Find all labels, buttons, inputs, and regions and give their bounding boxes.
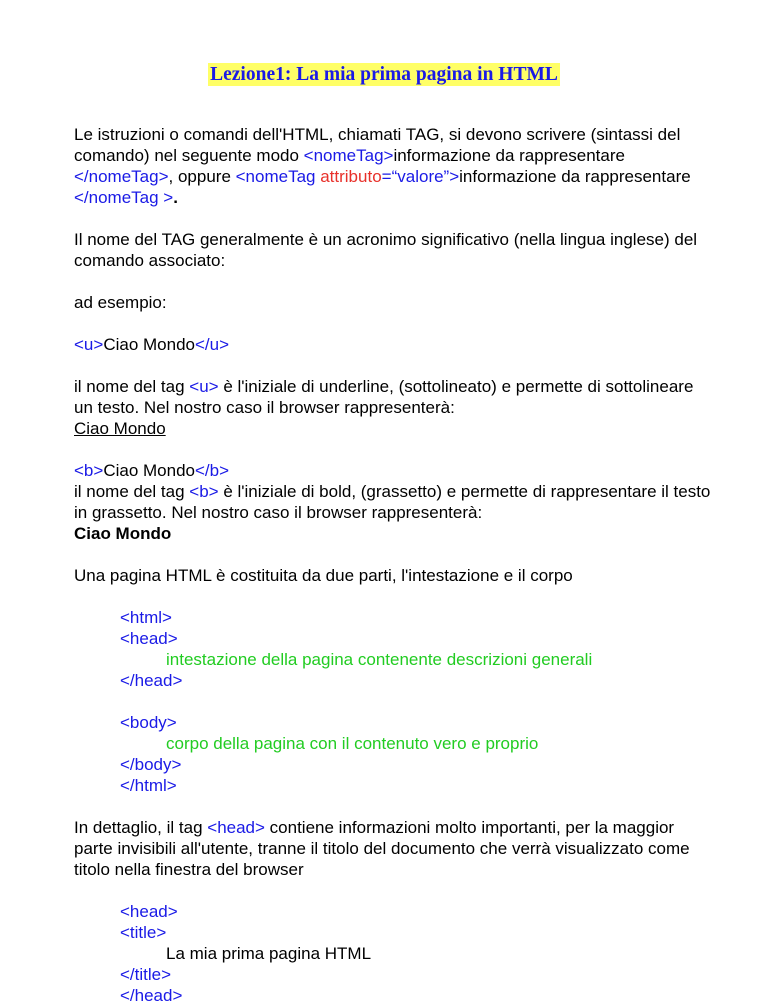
intro-text-1: Le istruzioni o comandi dell'HTML, chiamati TAG, si devono scrivere (sintassi del comando) nel seguente modo	[74, 125, 681, 165]
head-description	[74, 817, 714, 880]
example-label: ad esempio:	[74, 293, 167, 312]
head-desc-b: contiene informazioni molto importanti, per la maggior parte invisibili all'utente, tranne il titolo del documento che verrà visualizzato come titolo nella finestra del browser	[74, 818, 690, 879]
b-result: Ciao Mondo	[74, 524, 172, 543]
example-u-code	[74, 334, 714, 355]
intro-attr-name: attributo	[320, 167, 382, 186]
b-close-tag: </b>	[194, 461, 230, 480]
u-close-tag: </u>	[194, 335, 230, 354]
u-open-tag: <u>	[74, 335, 104, 354]
intro-tag-open: <nomeTag>	[303, 146, 394, 165]
b-desc-tag: <b>	[189, 482, 219, 501]
intro-tag-close-2: </nomeTag >	[74, 188, 174, 207]
structure-paragraph: Una pagina HTML è costituita da due parti, l'intestazione e il corpo	[74, 566, 573, 585]
title-wrap	[0, 64, 768, 85]
code2-head-close: </head>	[120, 986, 183, 1005]
code-head-text: intestazione della pagina contenente descrizioni generali	[166, 650, 593, 669]
code-block-head	[74, 901, 714, 1006]
b-desc-b: è l'iniziale di bold, (grassetto) e permette di rappresentare il testo in grassetto. Nel nostro caso il browser rappresenterà:	[74, 482, 711, 522]
intro-text-4: informazione da rappresentare	[459, 167, 691, 186]
intro-paragraph	[74, 124, 714, 208]
code-body-open: <body>	[120, 713, 177, 732]
document-body	[74, 124, 714, 1006]
code2-title-close: </title>	[120, 965, 172, 984]
u-desc-tag: <u>	[189, 377, 219, 396]
code-body-text: corpo della pagina con il contenuto vero e proprio	[166, 734, 539, 753]
head-desc-tag: <head>	[207, 818, 265, 837]
intro-attr-eq: =	[381, 167, 392, 186]
tag-name-paragraph: Il nome del TAG generalmente è un acronimo significativo (nella lingua inglese) del comando associato:	[74, 230, 698, 270]
code-block-structure	[74, 607, 714, 796]
code-head-close: </head>	[120, 671, 183, 690]
code-html-close: </html>	[120, 776, 177, 795]
u-desc-a: il nome del tag	[74, 377, 190, 396]
intro-tag-attr-open: <nomeTag	[235, 167, 321, 186]
intro-attr-value: “valore”>	[391, 167, 460, 186]
u-result: Ciao Mondo	[74, 419, 166, 438]
example-b-code	[74, 460, 714, 481]
intro-text-3: , oppure	[168, 167, 236, 186]
b-code-text: Ciao Mondo	[103, 461, 195, 480]
u-description	[74, 376, 714, 418]
code-html-open: <html>	[120, 608, 172, 627]
b-description	[74, 481, 714, 523]
u-desc-b: è l'iniziale di underline, (sottolineato) e permette di sottolineare un testo. Nel nostro caso il browser rappresenterà:	[74, 377, 694, 417]
code-body-close: </body>	[120, 755, 182, 774]
intro-text-2: informazione da rappresentare	[393, 146, 625, 165]
u-code-text: Ciao Mondo	[103, 335, 195, 354]
code2-head-open: <head>	[120, 902, 178, 921]
page-title: Lezione1: La mia prima pagina in HTML	[210, 64, 558, 85]
intro-tag-close: </nomeTag>	[74, 167, 169, 186]
b-desc-a: il nome del tag	[74, 482, 190, 501]
b-open-tag: <b>	[74, 461, 104, 480]
code-head-open: <head>	[120, 629, 178, 648]
code2-title-open: <title>	[120, 923, 167, 942]
intro-period: .	[173, 188, 178, 207]
head-desc-a: In dettaglio, il tag	[74, 818, 208, 837]
code2-title-text: La mia prima pagina HTML	[166, 944, 372, 963]
